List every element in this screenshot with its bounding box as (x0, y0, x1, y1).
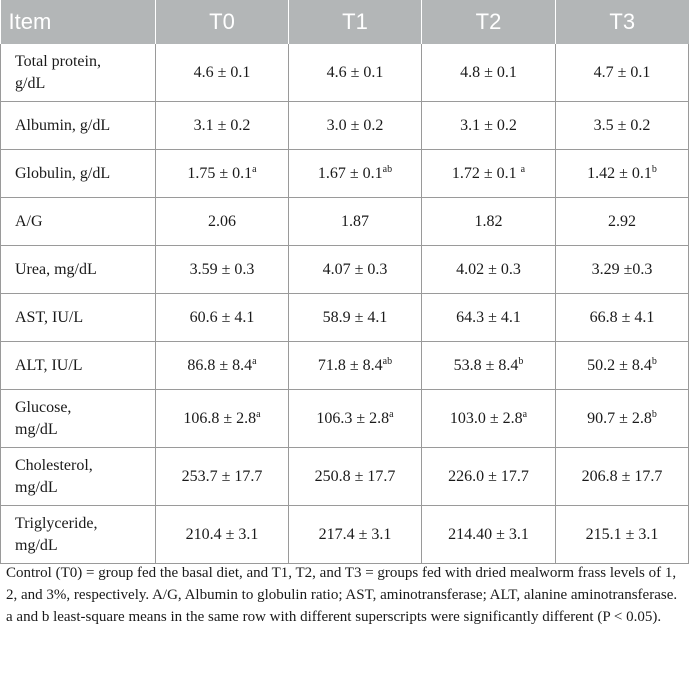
header-t0: T0 (156, 0, 289, 44)
superscript: a (252, 163, 257, 175)
cell-t0: 253.7 ± 17.7 (156, 448, 289, 506)
cell-t1: 4.6 ± 0.1 (289, 44, 422, 102)
superscript: b (518, 355, 524, 367)
cell-t2: 4.02 ± 0.3 (422, 246, 556, 294)
table-row (1, 246, 689, 294)
row-label: Triglyceride, mg/dL (1, 506, 156, 564)
superscript: a (522, 408, 528, 420)
table-row (1, 150, 689, 198)
header-row (1, 0, 689, 44)
superscript: a (256, 408, 261, 420)
cell-t3: 1.42 ± 0.1$^b$ (556, 150, 689, 198)
superscript: b (651, 355, 657, 367)
cell-t2: 4.8 ± 0.1 (422, 44, 556, 102)
table-row (1, 342, 689, 390)
cell-t1: 4.07 ± 0.3 (289, 246, 422, 294)
cell-t0: 210.4 ± 3.1 (156, 506, 289, 564)
cell-t2: 103.0 ± 2.8$^a$ (422, 390, 556, 448)
cell-t3: 50.2 ± 8.4$^b$ (556, 342, 689, 390)
cell-t0: 2.06 (156, 198, 289, 246)
superscript: b (651, 408, 657, 420)
header-t1: T1 (289, 0, 422, 44)
cell-t3: 206.8 ± 17.7 (556, 448, 689, 506)
cell-t3: 90.7 ± 2.8$^b$ (556, 390, 689, 448)
table-footnote: Control (T0) = group fed the basal diet, and T1, T2, and T3 = groups fed with dried mealworm frass levels of 1, 2, and 3%, respectively. A/G, Albumin to globulin ratio; AST, aminotransferase; ALT, alanine aminotransferase. a and b least-square means in the same row with different superscripts were significantly different (P < 0.05). (6, 565, 678, 625)
cell-t1: 217.4 ± 3.1 (289, 506, 422, 564)
cell-t0: 3.59 ± 0.3 (156, 246, 289, 294)
table-row (1, 390, 689, 448)
cell-t0: 86.8 ± 8.4$^a$ (156, 342, 289, 390)
row-label: A/G (1, 198, 156, 246)
superscript: ab (382, 163, 393, 175)
header-t3: T3 (556, 0, 689, 44)
cell-t1: 71.8 ± 8.4$^{ab}$ (289, 342, 422, 390)
superscript: a (252, 355, 257, 367)
row-label: Globulin, g/dL (1, 150, 156, 198)
row-label: Urea, mg/dL (1, 246, 156, 294)
cell-t2: 214.40 ± 3.1 (422, 506, 556, 564)
row-label: AST, IU/L (1, 294, 156, 342)
table-row (1, 44, 689, 102)
cell-t1: 250.8 ± 17.7 (289, 448, 422, 506)
cell-t0: 1.75 ± 0.1$^a$ (156, 150, 289, 198)
cell-t1: 1.87 (289, 198, 422, 246)
cell-t0: 60.6 ± 4.1 (156, 294, 289, 342)
cell-t2: 53.8 ± 8.4$^b$ (422, 342, 556, 390)
superscript: a (520, 163, 526, 175)
superscript: b (651, 163, 657, 175)
cell-t0: 4.6 ± 0.1 (156, 44, 289, 102)
row-label: Glucose, mg/dL (1, 390, 156, 448)
cell-t2: 3.1 ± 0.2 (422, 102, 556, 150)
cell-t1: 3.0 ± 0.2 (289, 102, 422, 150)
cell-t3: 2.92 (556, 198, 689, 246)
row-label: ALT, IU/L (1, 342, 156, 390)
cell-t3: 3.5 ± 0.2 (556, 102, 689, 150)
cell-t3: 4.7 ± 0.1 (556, 44, 689, 102)
cell-t3: 215.1 ± 3.1 (556, 506, 689, 564)
table-row (1, 102, 689, 150)
table-row (1, 506, 689, 564)
cell-t3: 3.29 ±0.3 (556, 246, 689, 294)
table-row (1, 294, 689, 342)
cell-t1: 106.3 ± 2.8$^a$ (289, 390, 422, 448)
cell-t2: 1.82 (422, 198, 556, 246)
superscript: a (389, 408, 394, 420)
table-row (1, 448, 689, 506)
cell-t1: 58.9 ± 4.1 (289, 294, 422, 342)
superscript: ab (382, 355, 393, 367)
cell-t1: 1.67 ± 0.1$^{ab}$ (289, 150, 422, 198)
cell-t2: 226.0 ± 17.7 (422, 448, 556, 506)
cell-t0: 106.8 ± 2.8$^a$ (156, 390, 289, 448)
cell-t3: 66.8 ± 4.1 (556, 294, 689, 342)
cell-t0: 3.1 ± 0.2 (156, 102, 289, 150)
cell-t2: 1.72 ± 0.1 $^a$ (422, 150, 556, 198)
header-item: Item (1, 0, 156, 44)
header-t2: T2 (422, 0, 556, 44)
row-label: Total protein, g/dL (1, 44, 156, 102)
table-row (1, 198, 689, 246)
row-label: Albumin, g/dL (1, 102, 156, 150)
cell-t2: 64.3 ± 4.1 (422, 294, 556, 342)
row-label: Cholesterol, mg/dL (1, 448, 156, 506)
